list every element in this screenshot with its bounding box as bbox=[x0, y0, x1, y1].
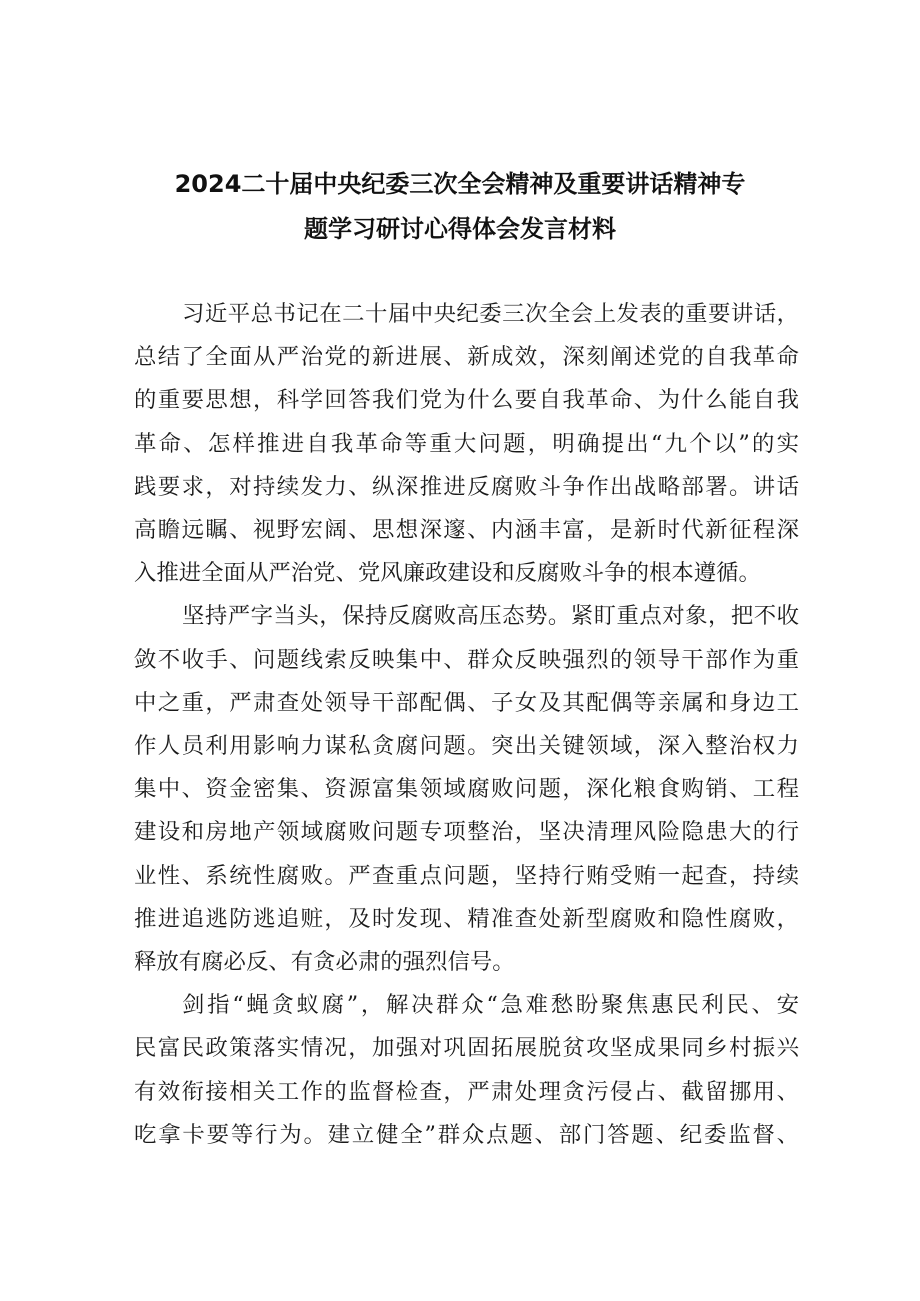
paragraph-2-line-8: 推进追逃防逃追赃，及时发现、精准查处新型腐败和隐性腐败， bbox=[134, 905, 799, 932]
paragraph-3 bbox=[134, 984, 799, 1157]
paragraph-2-line-2: 敛不收手、问题线索反映集中、群众反映强烈的领导干部作为重 bbox=[134, 646, 799, 673]
paragraph-3-line-2: 民富民政策落实情况，加强对巩固拓展脱贫攻坚成果同乡村振兴 bbox=[134, 1035, 799, 1062]
paragraph-1-line-1: 习近平总书记在二十届中央纪委三次全会上发表的重要讲话， bbox=[182, 301, 799, 327]
title-line-2: 题学习研讨心得体会发言材料 bbox=[304, 215, 616, 243]
paragraph-3-line-4: 吃拿卡要等行为。建立健全”群众点题、部门答题、纪委监督、 bbox=[134, 1121, 799, 1148]
paragraph-1-line-3: 的重要思想，科学回答我们党为什么要自我革命、为什么能自我 bbox=[134, 387, 799, 414]
paragraph-1-line-2: 总结了全面从严治党的新进展、新成效，深刻阐述党的自我革命 bbox=[134, 344, 799, 371]
paragraph-2-line-6: 建设和房地产领域腐败问题专项整治，坚决清理风险隐患大的行 bbox=[134, 819, 799, 846]
document-body bbox=[134, 293, 799, 1157]
paragraph-2-line-5: 集中、资金密集、资源富集领域腐败问题，深化粮食购销、工程 bbox=[134, 776, 799, 803]
title-line-1: 2024二十届中央纪委三次全会精神及重要讲话精神专 bbox=[174, 170, 746, 198]
paragraph-1-line-6: 高瞻远瞩、视野宏阔、思想深邃、内涵丰富，是新时代新征程深 bbox=[134, 517, 799, 544]
paragraph-2-line-3: 中之重，严肃查处领导干部配偶、子女及其配偶等亲属和身边工 bbox=[134, 689, 799, 716]
document-title bbox=[130, 162, 790, 252]
paragraph-2-line-4: 作人员利用影响力谋私贪腐问题。突出关键领域，深入整治权力 bbox=[134, 733, 799, 760]
paragraph-2-line-9: 释放有腐必反、有贪必肃的强烈信号。 bbox=[134, 949, 515, 976]
paragraph-3-line-1: 剑指“蝇贪蚁腐”，解决群众“急难愁盼聚焦惠民利民、安 bbox=[182, 992, 799, 1019]
paragraph-1-line-5: 践要求，对持续发力、纵深推进反腐败斗争作出战略部署。讲话 bbox=[134, 473, 799, 500]
paragraph-2 bbox=[134, 595, 799, 984]
paragraph-1 bbox=[134, 293, 799, 595]
paragraph-1-line-7: 入推进全面从严治党、党风廉政建设和反腐败斗争的根本遵循。 bbox=[134, 560, 761, 587]
paragraph-2-line-1: 坚持严字当头，保持反腐败高压态势。紧盯重点对象，把不收 bbox=[182, 603, 799, 630]
paragraph-1-line-4: 革命、怎样推进自我革命等重大问题，明确提出“九个以”的实 bbox=[134, 430, 799, 457]
paragraph-3-line-3: 有效衔接相关工作的监督检查，严肃处理贪污侵占、截留挪用、 bbox=[134, 1078, 799, 1105]
paragraph-2-line-7: 业性、系统性腐败。严查重点问题，坚持行贿受贿一起查，持续 bbox=[134, 862, 799, 889]
